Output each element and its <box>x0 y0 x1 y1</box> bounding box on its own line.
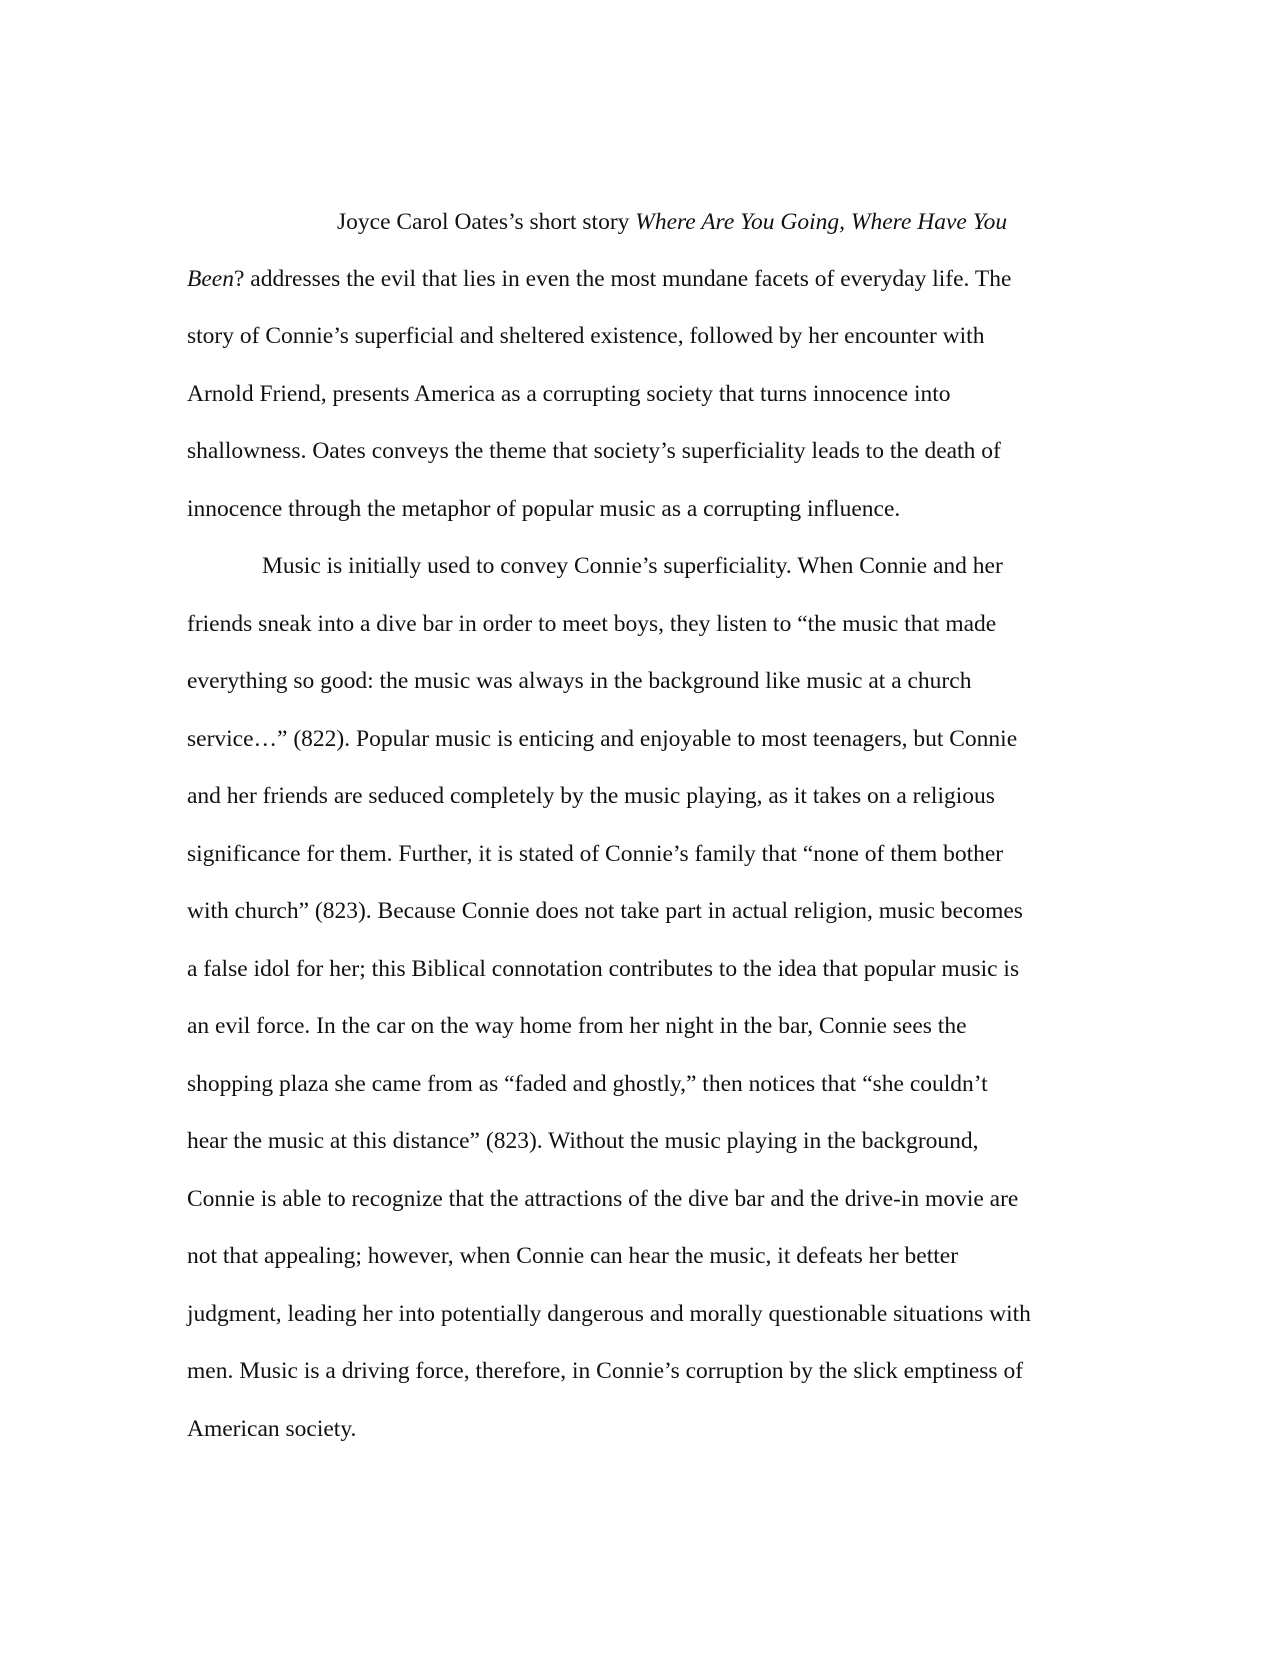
text-run: Joyce Carol Oates’s short story <box>337 209 636 235</box>
paragraph-2-line-8: a false idol for her; this Biblical connotation contributes to the idea that popular music is <box>187 956 1020 982</box>
paragraph-2-line-15: men. Music is a driving force, therefore, in Connie’s corruption by the slick emptiness of <box>187 1358 1024 1384</box>
paragraph-2-line-12: Connie is able to recognize that the attractions of the dive bar and the drive-in movie are <box>187 1186 1019 1212</box>
paragraph-2-line-5: and her friends are seduced completely by the music playing, as it takes on a religious <box>187 783 995 809</box>
paragraph-2-line-11: hear the music at this distance” (823). Without the music playing in the background, <box>187 1128 979 1154</box>
paragraph-1-line-1 <box>337 208 1007 236</box>
paragraph-1-line-5: shallowness. Oates conveys the theme that society’s superficiality leads to the death of <box>187 438 1001 464</box>
paragraph-2-line-13: not that appealing; however, when Connie can hear the music, it defeats her better <box>187 1243 959 1269</box>
paragraph-2-line-4: service…” (822). Popular music is enticing and enjoyable to most teenagers, but Connie <box>187 726 1018 752</box>
story-title-continued: Been <box>187 266 234 292</box>
paragraph-1-line-4: Arnold Friend, presents America as a corrupting society that turns innocence into <box>187 381 951 407</box>
paragraph-2-line-9: an evil force. In the car on the way home from her night in the bar, Connie sees the <box>187 1013 967 1039</box>
story-title: Where Are You Going, Where Have You <box>635 209 1008 235</box>
paragraph-2-line-2: friends sneak into a dive bar in order to meet boys, they listen to “the music that made <box>187 611 997 637</box>
paragraph-2-line-14: judgment, leading her into potentially dangerous and morally questionable situations with <box>187 1301 1031 1327</box>
text-run: ? addresses the evil that lies in even the most mundane facets of everyday life. The <box>233 266 1012 292</box>
paragraph-2-line-1: Music is initially used to convey Connie’s superficiality. When Connie and her <box>262 553 1003 579</box>
paragraph-2-line-6: significance for them. Further, it is stated of Connie’s family that “none of them bother <box>187 841 1004 867</box>
paragraph-2-line-7: with church” (823). Because Connie does not take part in actual religion, music becomes <box>187 898 1023 924</box>
paragraph-1-line-2 <box>187 265 1011 293</box>
paragraph-2-line-10: shopping plaza she came from as “faded and ghostly,” then notices that “she couldn’t <box>187 1071 988 1097</box>
paragraph-1-line-3: story of Connie’s superficial and sheltered existence, followed by her encounter with <box>187 323 985 349</box>
paragraph-1-line-6: innocence through the metaphor of popular music as a corrupting influence. <box>187 496 901 522</box>
paragraph-2-line-3: everything so good: the music was always in the background like music at a church <box>187 668 972 694</box>
paragraph-2-line-16: American society. <box>187 1416 357 1442</box>
